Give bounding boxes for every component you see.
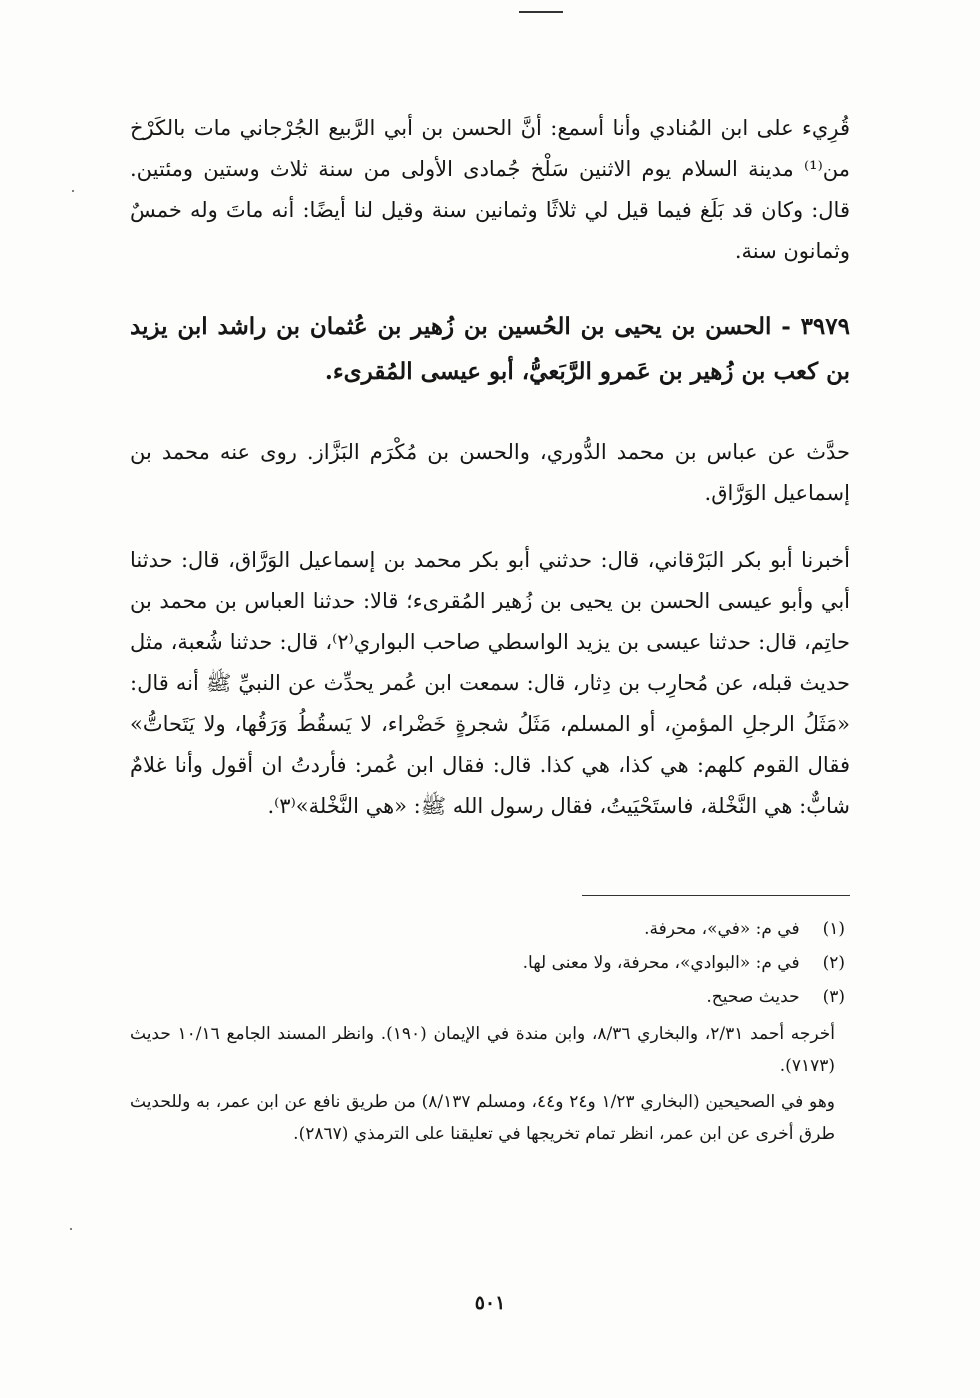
footnote-number: (٢)	[822, 953, 845, 973]
footnote-separator	[582, 895, 850, 896]
paragraph-hadith: أخبرنا أبو بكر البَرْقاني، قال: حدثني أبو بكر محمد بن إسماعيل الوَرَّاق، قال: حدثنا أبي وأبو عيسى الحسن بن يحيى بن زُهير المُقرىء؛ قالا: حدثنا العباس بن محمد بن حاتِم، قال: حدثنا عيسى بن يزيد الواسطي صاحب البواري⁽٢⁾، قال: حدثنا شُعبة، مثل حديث قبله، عن مُحارِب بن دِثار، قال: سمعت ابن عُمر يحدِّث عن النبيِّ ﷺ أنه قال: «مَثَلُ الرجلِ المؤمنِ، أو المسلم، مَثَلُ شجرةٍ خَضْراء، لا يَسقُطُ وَرَقُها، ولا يَتَحاتُّ» فقال القوم كلهم: هي كذا، هي كذا. قال: فقال ابن عُمر: فأردتُ ان أقول وأنا غلامٌ شابٌّ: هي النَّخْلة، فاستَحْيَيتُ، فقال رسول الله ﷺ: «هي النَّخْلة»⁽٣⁾.	[130, 548, 850, 818]
footnote-number: (٣)	[822, 987, 845, 1007]
footnote-3	[145, 984, 845, 1011]
footnote-2	[145, 950, 845, 977]
paragraph-narrators: حدَّث عن عباس بن محمد الدُّوري، والحسن بن مُكْرَم البَزَّاز. روى عنه محمد بن إسماعيل الوَرَّاق.	[130, 440, 850, 505]
paragraph-death-report: قُرِيء على ابن المُنادي وأنا أسمع: أنَّ الحسن بن أبي الرَّبيع الجُرْجاني مات بالكَرْخ من⁽¹⁾ مدينة السلام يوم الاثنين سَلْخ جُمادى الأولى من سنة ثلاث وستين ومئتين. قال: وكان قد بَلَغ فيما قيل لي ثلاثًا وثمانين سنة وقيل لنا أيضًا: أنه ماتَ وله خمسٌ وثمانون سنة.	[130, 116, 850, 263]
scan-speck	[72, 190, 74, 192]
entry-heading: ٣٩٧٩ - الحسن بن يحيى بن الحُسين بن زُهير بن عُثمان بن راشد ابن يزيد بن كعب بن زُهير بن عَمرو الرَّبَعيُّ، أبو عيسى المُقرىء.	[130, 313, 850, 385]
footnote-number: (١)	[822, 919, 845, 939]
footnote-3-takhrij: أخرجه أحمد ٢/٣١، والبخاري ٨/٣٦، وابن مندة في الإيمان (١٩٠). وانظر المسند الجامع ١٠/١٦ حديث (٧١٧٣).	[130, 1024, 835, 1076]
footnote-3-sahihayn: وهو في الصحيحين (البخاري ١/٢٣ و٢٤ و٤٤، ومسلم ٨/١٣٧) من طريق نافع عن ابن عمر، به وللحديث طرق أخرى عن ابن عمر، انظر تمام تخريجها في تعليقنا على الترمذي (٢٨٦٧).	[130, 1092, 836, 1144]
footnote-text: حديث صحيح.	[706, 987, 800, 1007]
footnote-1	[145, 916, 845, 943]
top-rule	[519, 11, 563, 13]
scan-speck	[70, 1228, 72, 1230]
footnote-text: في م: «في»، محرفة.	[644, 919, 800, 939]
page-number: ٥٠١	[474, 1292, 506, 1314]
footnote-text: في م: «البوادي»، محرفة، ولا معنى لها.	[522, 953, 800, 973]
